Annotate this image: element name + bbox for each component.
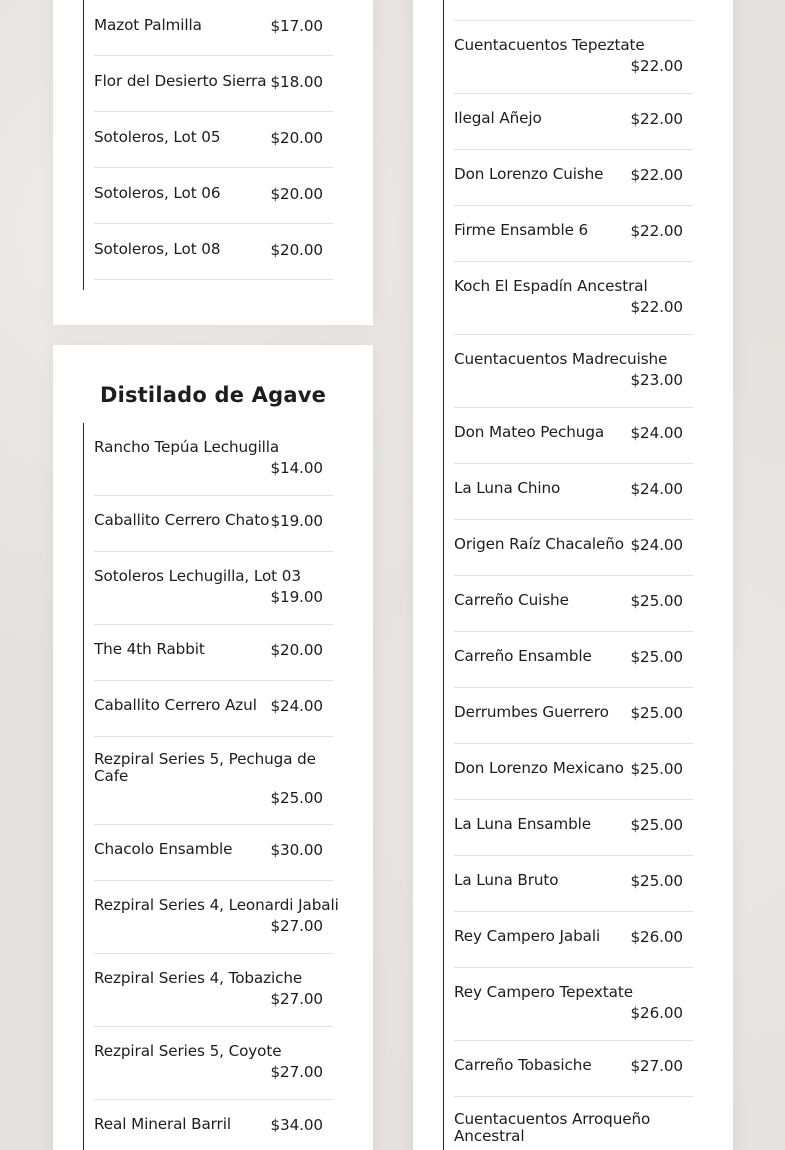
menu-item: [94, 552, 333, 625]
menu-item: [94, 423, 333, 496]
menu-item: [454, 632, 693, 688]
menu-item: [454, 912, 693, 968]
item-name: Rey Campero Tepextate: [454, 983, 633, 1001]
menu-item: [94, 825, 333, 881]
item-price: $20.00: [270, 185, 323, 203]
item-name: Cuentacuentos Tepeztate: [454, 36, 645, 54]
item-price: $18.00: [270, 73, 323, 91]
item-price: $25.00: [630, 816, 683, 834]
item-name: Koch El Espadín Ancestral: [454, 277, 648, 295]
menu-item: [454, 744, 693, 800]
item-name: Rezpiral Series 4, Tobaziche: [94, 969, 303, 987]
item-name: Cuentacuentos Madrecuishe: [454, 350, 668, 368]
item-name: La Luna Ensamble: [454, 815, 592, 833]
menu-item: [94, 954, 333, 1027]
menu-item: [94, 0, 333, 56]
item-name: Don Lorenzo Cuishe: [454, 165, 604, 183]
item-name: Carreño Cuishe: [454, 591, 569, 609]
menu-item: [454, 1041, 693, 1097]
item-price: $17.00: [270, 17, 323, 35]
item-price: $26.00: [630, 928, 683, 946]
item-price: $22.00: [630, 110, 683, 128]
item-name: Don Lorenzo Mexicano: [454, 759, 624, 777]
item-price: $20.00: [270, 641, 323, 659]
item-price: $34.00: [270, 1116, 323, 1134]
menu-item: [454, 150, 693, 206]
menu-item: [94, 681, 333, 737]
item-name: Caballito Cerrero Chato: [94, 511, 270, 529]
item-price: $19.00: [270, 512, 323, 530]
item-price: $27.00: [270, 990, 323, 1008]
item-price: $25.00: [270, 789, 323, 807]
item-name: Flor del Desierto Sierra: [94, 72, 267, 90]
item-price: $22.00: [630, 166, 683, 184]
menu-item: [454, 520, 693, 576]
section-title: Distilado de Agave: [99, 383, 327, 407]
item-price: $25.00: [630, 760, 683, 778]
item-price: $25.00: [630, 648, 683, 666]
menu-item: [94, 224, 333, 280]
item-name: Rezpiral Series 5, Coyote: [94, 1042, 282, 1060]
menu-item: [94, 112, 333, 168]
item-name: Mazot Palmilla: [94, 16, 202, 34]
menu-item-divider: [454, 0, 693, 21]
item-price: $24.00: [630, 424, 683, 442]
menu-item: [94, 56, 333, 112]
menu-item: [94, 1100, 333, 1150]
item-price: $23.00: [630, 371, 683, 389]
item-name: Sotoleros Lechugilla, Lot 03: [94, 567, 301, 585]
item-name: The 4th Rabbit: [94, 640, 205, 658]
item-price: $24.00: [630, 480, 683, 498]
item-name: La Luna Bruto: [454, 871, 559, 889]
item-price: $27.00: [270, 1063, 323, 1081]
item-price: $26.00: [630, 1004, 683, 1022]
item-price: $14.00: [270, 459, 323, 477]
menu-item: [94, 881, 339, 954]
menu-item: [94, 496, 333, 552]
menu-list: [83, 423, 339, 1150]
item-name: Rancho Tepúa Lechugilla: [94, 438, 280, 456]
menu-item: [454, 408, 693, 464]
menu-item: [94, 168, 333, 224]
item-name: La Luna Chino: [454, 479, 561, 497]
item-price: $27.00: [270, 917, 323, 935]
item-price: $27.00: [630, 1057, 683, 1075]
menu-card-left-top: [53, 0, 373, 325]
item-price: $20.00: [270, 241, 323, 259]
menu-list: [443, 0, 693, 1150]
menu-item: [454, 335, 693, 408]
item-price: $25.00: [630, 592, 683, 610]
menu-item: [454, 464, 693, 520]
item-name: Caballito Cerrero Azul: [94, 696, 257, 714]
menu-item: [454, 21, 693, 94]
item-name: Sotoleros, Lot 05: [94, 128, 221, 146]
item-name: Ilegal Añejo: [454, 109, 542, 127]
item-price: $24.00: [630, 536, 683, 554]
item-name: Real Mineral Barril: [94, 1115, 231, 1133]
item-price: $24.00: [270, 697, 323, 715]
menu-item: [454, 206, 693, 262]
item-name: Cuentacuentos Arroqueño Ancestral: [454, 1110, 651, 1145]
item-price: $19.00: [270, 588, 323, 606]
item-name: Firme Ensamble 6: [454, 221, 589, 239]
item-name: Derrumbes Guerrero: [454, 703, 609, 721]
item-name: Origen Raíz Chacaleño: [454, 535, 624, 553]
item-price: $22.00: [630, 57, 683, 75]
item-name: Rezpiral Series 4, Leonardi Jabali: [94, 896, 339, 914]
item-price: $22.00: [630, 222, 683, 240]
item-name: Rey Campero Jabali: [454, 927, 601, 945]
menu-item: [94, 625, 333, 681]
item-name: Carreño Tobasiche: [454, 1056, 592, 1074]
item-price: $22.00: [630, 298, 683, 316]
menu-item: [454, 800, 693, 856]
item-price: $25.00: [630, 872, 683, 890]
item-name: Chacolo Ensamble: [94, 840, 233, 858]
item-name: Don Mateo Pechuga: [454, 423, 605, 441]
menu-item: [454, 688, 693, 744]
menu-list: [83, 0, 333, 290]
menu-card-agave: [53, 345, 373, 1150]
menu-item: [454, 856, 693, 912]
item-name: Carreño Ensamble: [454, 647, 592, 665]
item-name: Sotoleros, Lot 08: [94, 240, 221, 258]
menu-item: [94, 737, 333, 825]
menu-item: [94, 1027, 333, 1100]
menu-item: [454, 576, 693, 632]
menu-item: [454, 262, 693, 335]
menu-card-right: [413, 0, 733, 1150]
menu-item: [454, 968, 693, 1041]
item-price: $25.00: [630, 704, 683, 722]
item-name: Sotoleros, Lot 06: [94, 184, 221, 202]
item-price: $30.00: [270, 841, 323, 859]
item-name: Rezpiral Series 5, Pechuga de Cafe: [94, 750, 316, 785]
item-price: $20.00: [270, 129, 323, 147]
menu-item: [454, 1097, 693, 1150]
menu-item: [454, 94, 693, 150]
